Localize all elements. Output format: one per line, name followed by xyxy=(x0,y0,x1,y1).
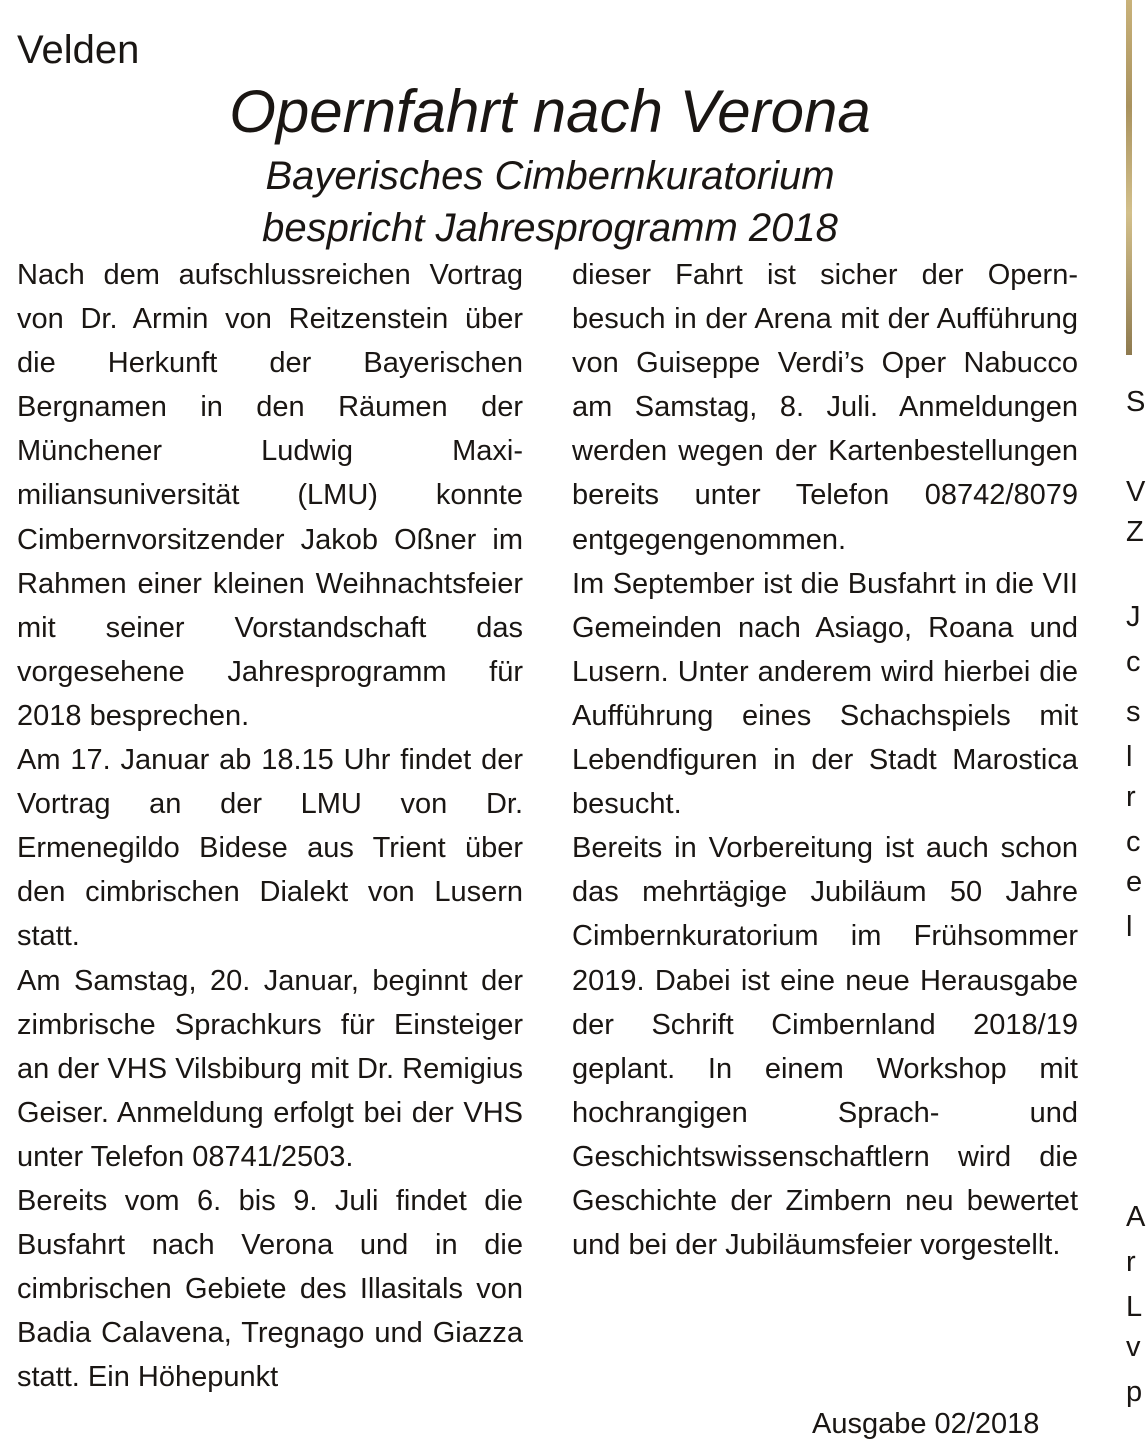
paragraph: Nach dem aufschlussreichen Vortrag von Dr. Armin von Reitzenstein über die Herkunft der Bayerischen Bergnamen in den Räumen der Münchener Ludwig Maximiliansuniversität (LMU) konnte Cimbernvorsitzender Jakob Oßner im Rahmen einer kleinen Weihnachtsfeier mit seiner Vorstandschaft das vorgesehene Jahresprogramm für 2018 besprechen. xyxy=(17,259,523,732)
adjacent-text-fragment: L xyxy=(1126,1291,1143,1323)
adjacent-text-fragment: l xyxy=(1126,911,1133,943)
adjacent-page-strip xyxy=(1096,0,1146,1422)
article-column-right xyxy=(572,253,1078,1267)
adjacent-text-fragment: l xyxy=(1126,741,1133,773)
adjacent-text-fragment: e xyxy=(1126,866,1143,898)
article-title: Opernfahrt nach Verona xyxy=(229,78,871,145)
adjacent-text-fragment: c xyxy=(1126,826,1141,858)
paragraph: Bereits in Vorbereitung ist auch schon das mehrtägige Jubiläum 50 Jahre Cimbernkuratorium im Frühsommer 2019. Dabei ist eine neue Herausgabe der Schrift Cimbernland 2018/19 geplant. In einem Workshop mit hochrangigen Sprach- und Geschichtswissenschaftlern wird die Geschichte der Zimbern neu bewertet und bei der Jubiläumsfeier vorgestellt. xyxy=(572,832,1078,1262)
adjacent-text-fragment: Z xyxy=(1126,516,1144,548)
location-heading: Velden xyxy=(17,28,140,72)
adjacent-text-fragment: r xyxy=(1126,781,1136,813)
adjacent-text-fragment: c xyxy=(1126,646,1141,678)
article-subtitle xyxy=(0,150,1100,254)
paragraph: dieser Fahrt ist sicher der Opernbesuch in der Arena mit der Aufführung von Guiseppe Verdi’s Oper Nabucco am Samstag, 8. Juli. Anmeldungen werden wegen der Kartenbestellungen bereits unter Telefon 08742/8079 entgegengenommen. xyxy=(572,259,1078,556)
paragraph: Bereits vom 6. bis 9. Juli findet die Busfahrt nach Verona und in die cimbrischen Gebiete des Illasitals von Badia Calavena, Tregnago und Giazza statt. Ein Höhepunkt xyxy=(17,1184,523,1394)
adjacent-text-fragment: v xyxy=(1126,1331,1141,1363)
article-author-fragment: Ausgabe 02/2018 xyxy=(812,1408,1040,1440)
subtitle-line-1: Bayerisches Cimbernkuratorium xyxy=(265,154,835,198)
paragraph: Am 17. Januar ab 18.15 Uhr findet der Vortrag an der LMU von Dr. Ermenegildo Bidese aus Trient über den cimbrischen Dialekt von Lusern statt. xyxy=(17,744,523,953)
adjacent-text-fragment: A xyxy=(1126,1201,1146,1233)
article-column-left xyxy=(17,253,523,1399)
paragraph: Im September ist die Busfahrt in die VII Gemeinden nach Asiago, Roana und Lusern. Unter anderem wird hierbei die Aufführung eines Schachspiels mit Lebendfiguren in der Stadt Marostica besucht. xyxy=(572,567,1078,821)
adjacent-text-fragment: s xyxy=(1126,696,1141,728)
adjacent-text-fragment: J xyxy=(1126,601,1141,633)
adjacent-text-fragment: r xyxy=(1126,1246,1136,1278)
adjacent-photo-edge xyxy=(1126,0,1132,355)
subtitle-line-2: bespricht Jahresprogramm 2018 xyxy=(262,206,838,250)
adjacent-text-fragment: S xyxy=(1126,386,1146,418)
adjacent-text-fragment: V xyxy=(1126,476,1146,508)
paragraph: Am Samstag, 20. Januar, beginnt der zimbrische Sprachkurs für Einsteiger an der VHS Vilsbiburg mit Dr. Remigius Geiser. Anmeldung erfolgt bei der VHS unter Telefon 08741/2503. xyxy=(17,964,523,1173)
adjacent-text-fragment: p xyxy=(1126,1376,1143,1408)
